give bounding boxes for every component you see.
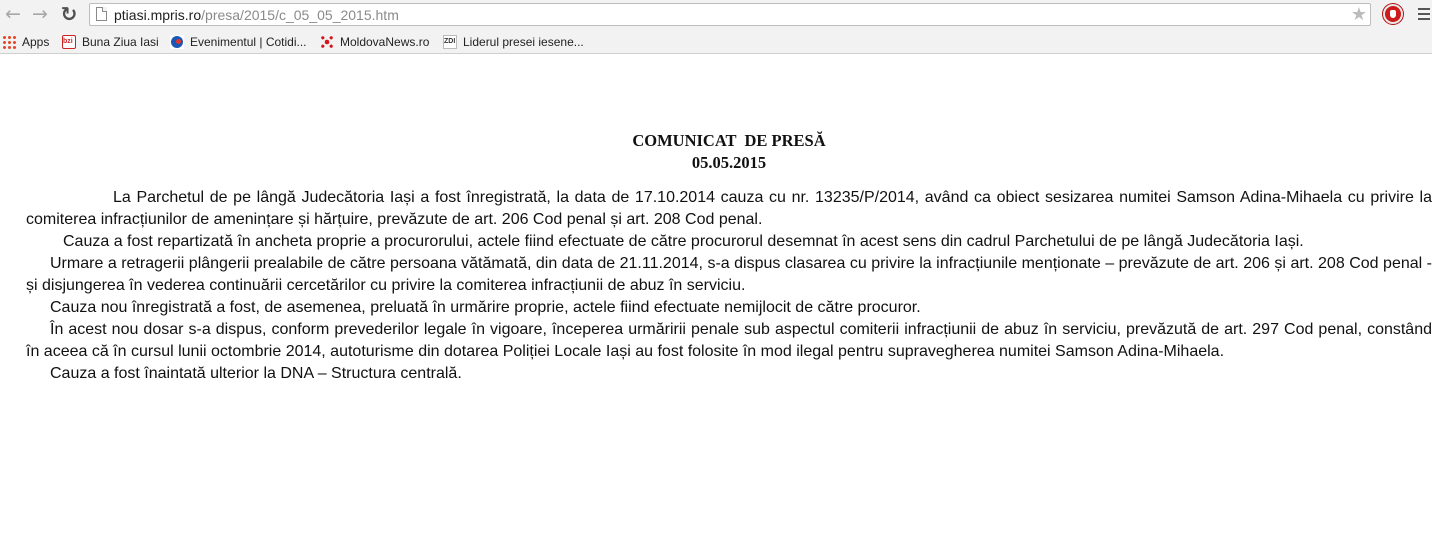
url-host: ptiasi.mpris.ro: [114, 7, 202, 23]
back-arrow-icon[interactable]: ←: [5, 3, 21, 25]
forward-arrow-icon[interactable]: →: [32, 3, 48, 25]
release-date: 05.05.2015: [691, 153, 767, 172]
paragraph: În acest nou dosar s-a dispus, conform prevederilor legale în vigoare, începerea urmăririi penale sub aspectul comiterii infracțiunii de abuz în serviciu, prevăzută de art. 297 Cod penal, constând în aceea că în cursul lunii octombrie 2014, autoturisme din dotarea Poliției Locale Iași au fost folosite în mod ilegal pentru supravegherea numitei Samson Adina-Mihaela.: [26, 321, 1432, 360]
url-path: /presa/2015/c_05_05_2015.htm: [201, 7, 399, 23]
bookmark-label: Liderul presei iesene...: [463, 34, 584, 49]
moldovanews-favicon-icon: [320, 35, 334, 49]
paragraph: Cauza nou înregistrată a fost, de asemenea, preluată în urmărire proprie, actele fiind efectuate nemijlocit de către procuror.: [50, 299, 921, 316]
star-icon[interactable]: ★: [1350, 4, 1367, 25]
bzi-favicon-icon: [62, 35, 76, 49]
reload-icon[interactable]: ↻: [60, 2, 78, 26]
zdi-favicon-icon: [443, 35, 457, 49]
bookmark-buna-ziua-iasi[interactable]: [62, 29, 159, 54]
paragraph: La Parchetul de pe lângă Judecătoria Iași a fost înregistrată, la data de 17.10.2014 cauza cu nr. 13235/P/2014, având ca obiect sesizarea numitei Samson Adina-Mihaela cu privire la comiterea infracțiunilor de amenințare și hărțuire, prevăzute de art. 206 Cod penal și art. 208 Cod penal.: [26, 189, 1432, 228]
page-icon: [96, 7, 107, 21]
bookmark-label: MoldovaNews.ro: [340, 34, 430, 49]
hamburger-menu-icon[interactable]: [1418, 8, 1430, 20]
address-bar[interactable]: [89, 3, 1371, 26]
bookmark-liderul-presei[interactable]: [443, 29, 584, 54]
bookmark-moldovanews[interactable]: [320, 29, 429, 54]
bookmark-evenimentul[interactable]: [170, 29, 307, 54]
evz-favicon-icon: [170, 35, 184, 49]
release-body: [26, 187, 1432, 385]
adblock-stop-icon[interactable]: [1383, 4, 1403, 24]
bookmark-apps[interactable]: [2, 29, 49, 54]
browser-toolbar: [0, 0, 1432, 29]
paragraph: Cauza a fost înaintată ulterior la DNA – Structura centrală.: [50, 365, 462, 382]
bookmark-label: Apps: [22, 34, 50, 49]
bookmark-label: Evenimentul | Cotidi...: [190, 34, 307, 49]
page-title: COMUNICAT DE PRESĂ: [632, 131, 826, 150]
url-text[interactable]: [114, 6, 399, 24]
apps-grid-icon: [2, 35, 16, 49]
bookmark-label: Buna Ziua Iasi: [82, 34, 159, 49]
paragraph: Cauza a fost repartizată în ancheta proprie a procurorului, actele fiind efectuate de către procurorul desemnat în acest sens din cadrul Parchetului de pe lângă Judecătoria Iași.: [63, 233, 1304, 250]
bookmarks-bar: [0, 29, 1432, 54]
press-release: [26, 130, 1432, 385]
paragraph: Urmare a retragerii plângerii prealabile de către persoana vătămată, din data de 21.11.2014, s-a dispus clasarea cu privire la infracțiunile menționate – prevăzute de art. 206 și art. 208 Cod penal - și disjungerea în vederea continuării cercetărilor cu privire la comiterea infracțiunii de abuz în serviciu.: [26, 255, 1432, 294]
